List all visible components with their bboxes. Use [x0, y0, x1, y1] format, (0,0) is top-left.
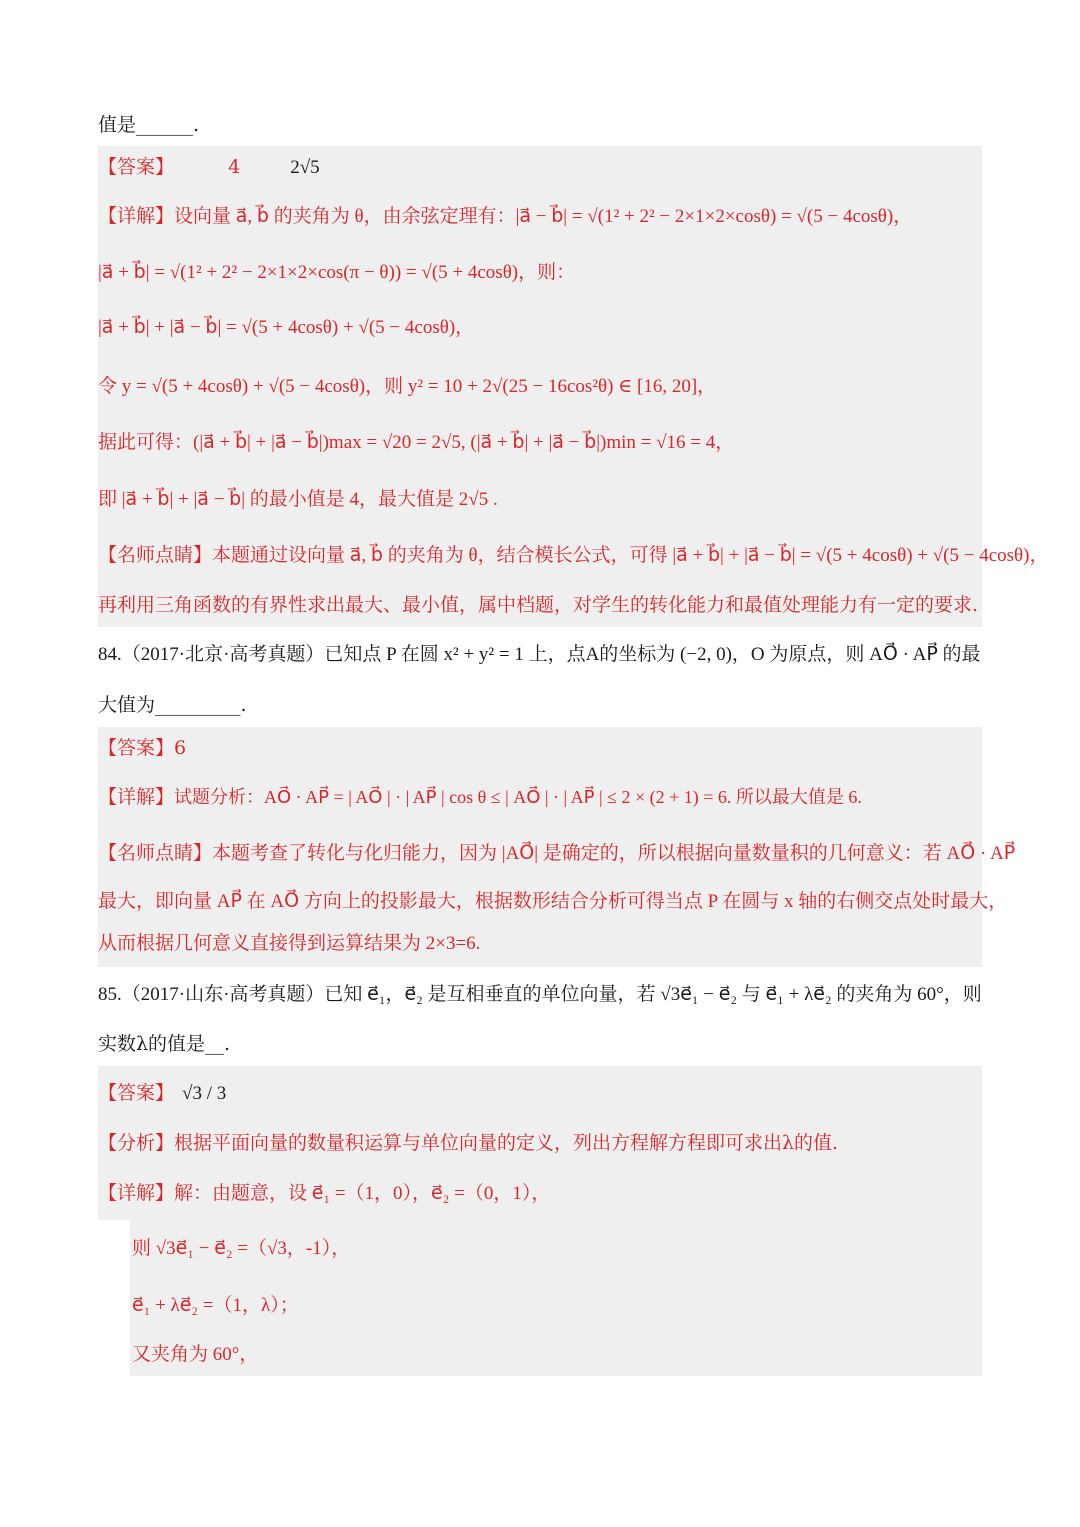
q85-detail-line: [98, 1178, 550, 1209]
q85-step-2: e⃗₁ + λe⃗₂ =（1，λ）；: [132, 1295, 299, 1316]
q84-detail-line: [98, 782, 862, 812]
detail-text: 设向量 a⃗, b⃗ 的夹角为 θ，由余弦定理有：|a⃗ − b⃗| = √(1² + 2² − 2×1×2×cosθ) = √(5 − 4cosθ)，: [174, 206, 913, 227]
q84-stem-line-1: 84.（2017·北京·高考真题）已知点 P 在圆 x² + y² = 1 上，点A的坐标为 (−2, 0)，O 为原点，则 AO⃗ · AP⃗ 的最: [98, 644, 981, 665]
prev-tip-line-2: 再利用三角函数的有界性求出最大、最小值，属中档题，对学生的转化能力和最值处理能力有一定的要求.: [98, 594, 979, 616]
q84-stem-line-2: 大值为_________.: [98, 694, 247, 716]
answer-tag: 【答案】: [98, 1082, 175, 1104]
tip-tag: 【名师点睛】: [98, 842, 213, 864]
answer-value: 6: [174, 737, 187, 759]
answer-tag: 【答案】: [98, 156, 175, 178]
q84-answer-line: [98, 733, 186, 763]
q84-tip-line-2: 最大，即向量 AP⃗ 在 AO⃗ 方向上的投影最大，根据数形结合分析可得当点 P 在圆与 x 轴的右侧交点处时最大，: [98, 891, 1008, 912]
prev-detail-line-4: 令 y = √(5 + 4cosθ) + √(5 − 4cosθ)，则 y² = 10 + 2√(25 − 16cos²θ) ∈ [16, 20]，: [98, 376, 717, 397]
prev-detail-line-2: |a⃗ + b⃗| = √(1² + 2² − 2×1×2×cos(π − θ)) = √(5 + 4cosθ)，则：: [98, 262, 576, 283]
answer-tag: 【答案】: [98, 737, 175, 759]
prev-tip-line-1: [98, 540, 1048, 571]
prev-detail-line-6: 即 |a⃗ + b⃗| + |a⃗ − b⃗| 的最小值是 4，最大值是 2√5 .: [98, 489, 498, 510]
q85-answer-line: [98, 1078, 226, 1109]
q84-tip-line-3: 从而根据几何意义直接得到运算结果为 2×3=6.: [98, 933, 481, 954]
detail-tag: 【详解】: [98, 205, 175, 227]
prev-detail-line-5: 据此可得：(|a⃗ + b⃗| + |a⃗ − b⃗|)max = √20 = 2√5, (|a⃗ + b⃗| + |a⃗ − b⃗|)min = √16 = 4，: [98, 432, 735, 453]
analysis-tag: 【分析】: [98, 1132, 175, 1154]
q85-stem-line-1: 85.（2017·山东·高考真题）已知 e⃗₁，e⃗₂ 是互相垂直的单位向量，若 √3e⃗₁ − e⃗₂ 与 e⃗₁ + λe⃗₂ 的夹角为 60°，则: [98, 984, 982, 1005]
prev-detail-line-3: |a⃗ + b⃗| + |a⃗ − b⃗| = √(5 + 4cosθ) + √(5 − 4cosθ)，: [98, 317, 475, 338]
q85-step-3: 又夹角为 60°，: [132, 1344, 259, 1365]
tip-text: 本题考查了转化与化归能力，因为 |AO⃗| 是确定的，所以根据向量数量积的几何意义：若 AO⃗ · AP⃗: [212, 843, 1016, 864]
analysis-text: 根据平面向量的数量积运算与单位向量的定义，列出方程解方程即可求出λ的值.: [174, 1132, 839, 1154]
tip-tag: 【名师点睛】: [98, 544, 213, 566]
q85-analysis-line: [98, 1128, 838, 1158]
detail-text: 解：由题意，设 e⃗₁ =（1，0），e⃗₂ =（0，1），: [174, 1183, 551, 1204]
q85-step-1: 则 √3e⃗₁ − e⃗₂ =（√3，-1），: [132, 1238, 351, 1259]
prev-detail-line-1: [98, 201, 912, 232]
answer-value-2: 2√5: [290, 157, 320, 178]
tip-text: 本题通过设向量 a⃗, b⃗ 的夹角为 θ，结合模长公式，可得 |a⃗ + b⃗| + |a⃗ − b⃗| = √(5 + 4cosθ) + √(5 − 4cosθ)，: [212, 545, 1049, 566]
detail-text: 试题分析：AO⃗ · AP⃗ = | AO⃗ | · | AP⃗ | cos θ ≤ | AO⃗ | · | AP⃗ | ≤ 2 × (2 + 1) = 6. 所以最大值是 6.: [174, 787, 862, 807]
detail-tag: 【详解】: [98, 786, 175, 808]
prev-question-tail: 值是______.: [98, 114, 200, 136]
detail-tag: 【详解】: [98, 1182, 175, 1204]
prev-answer-line: [98, 152, 320, 183]
answer-value: √3 / 3: [182, 1083, 227, 1104]
q84-tip-line-1: [98, 838, 1015, 869]
q85-stem-line-2: 实数λ的值是__.: [98, 1033, 231, 1055]
answer-value-1: 4: [228, 156, 241, 178]
